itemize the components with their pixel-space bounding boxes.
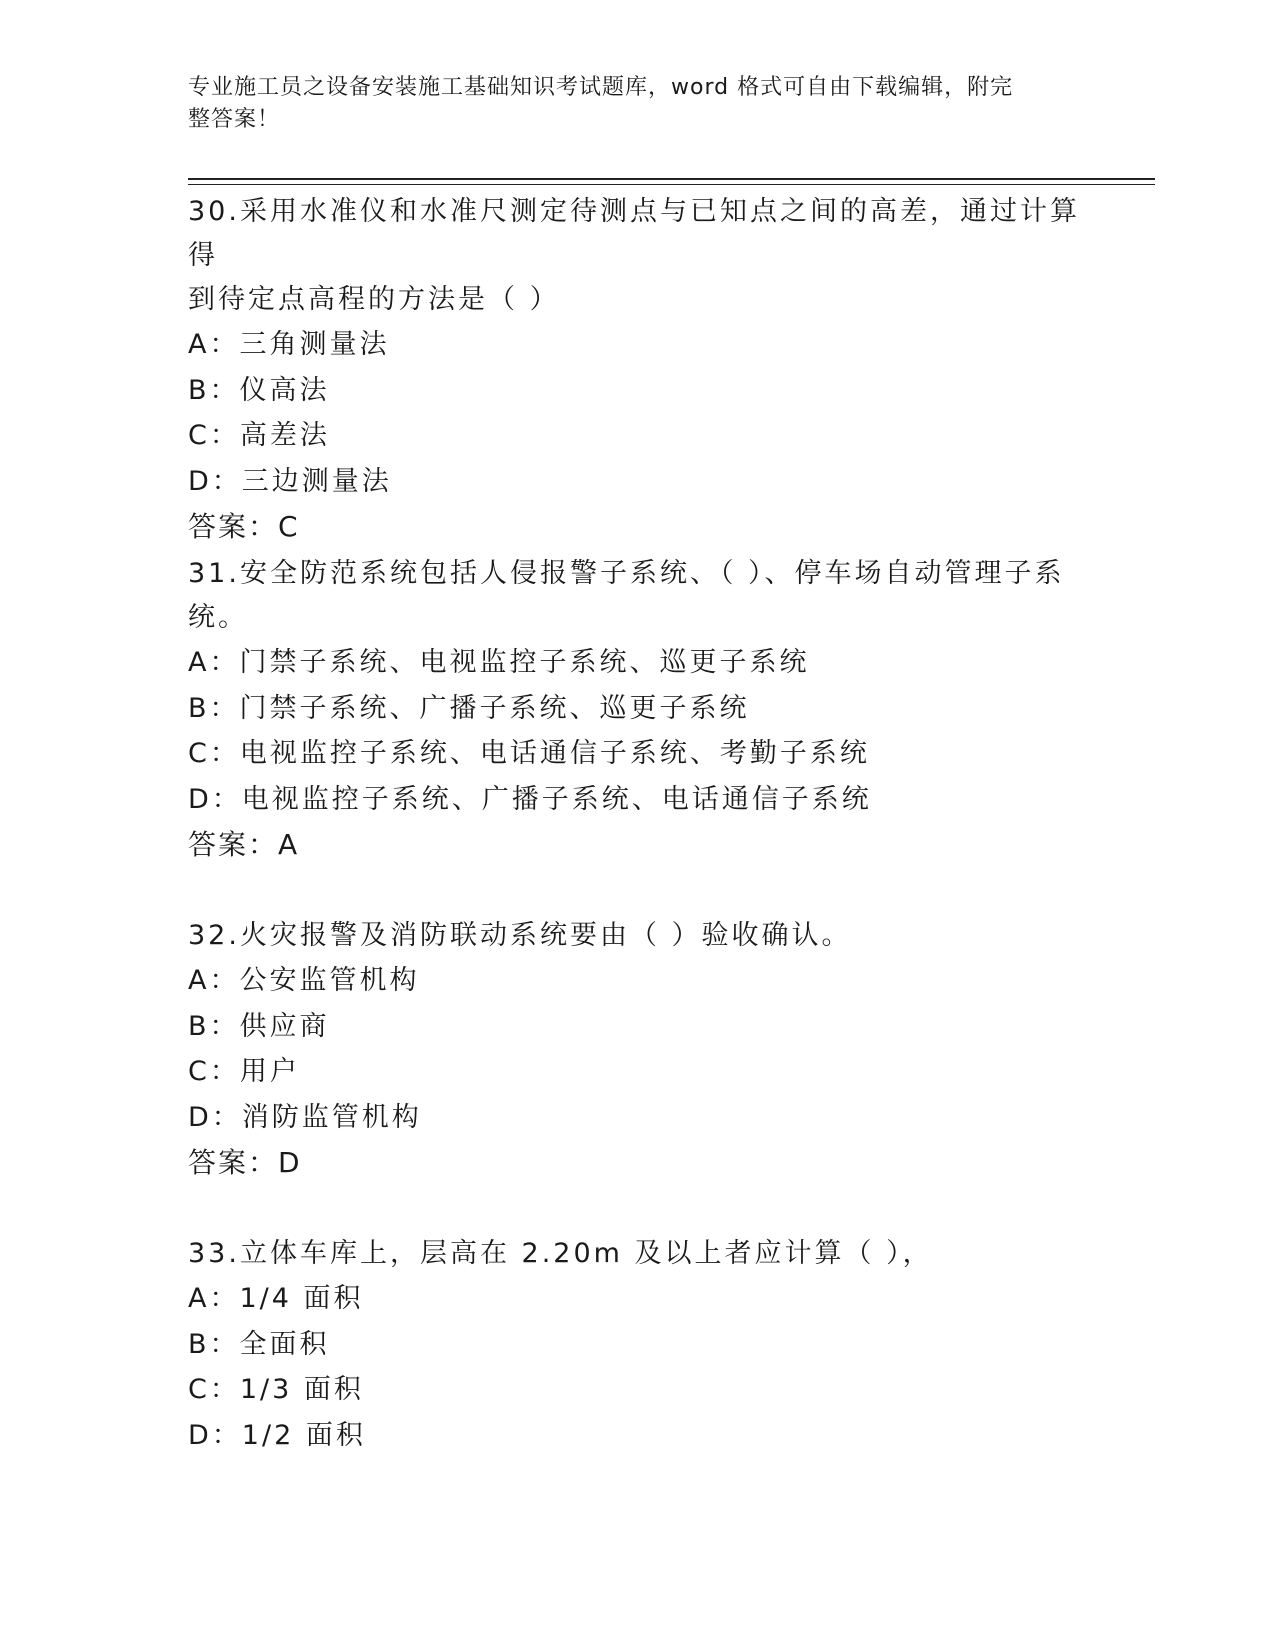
option-c: C：高差法 xyxy=(188,420,330,451)
answer-line: 答案：D xyxy=(188,1146,302,1179)
option-a: A：三角测量法 xyxy=(188,329,390,360)
question-31 xyxy=(188,552,1088,868)
option-c: C：用户 xyxy=(188,1056,300,1087)
question-32 xyxy=(188,914,1088,1186)
question-33 xyxy=(188,1232,1088,1458)
header-divider-thick xyxy=(188,178,1155,180)
option-d: D：三边测量法 xyxy=(188,465,392,497)
option-d: D：1/2 面积 xyxy=(188,1419,366,1451)
document-header xyxy=(188,72,1068,136)
option-a: A：1/4 面积 xyxy=(188,1283,364,1314)
header-line-2: 整答案！ xyxy=(188,107,281,132)
option-c: C：电视监控子系统、电话通信子系统、考勤子系统 xyxy=(188,738,870,769)
question-stem-line-1: 32.火灾报警及消防联动系统要由（ ）验收确认。 xyxy=(188,920,852,951)
question-stem-line-2: 到待定点高程的方法是（ ） xyxy=(188,284,560,315)
option-d: D：消防监管机构 xyxy=(188,1101,422,1133)
header-line-1: 专业施工员之设备安装施工基础知识考试题库，word 格式可自由下载编辑，附完 xyxy=(188,75,1014,100)
answer-line: 答案：C xyxy=(188,510,300,543)
header-divider-thin xyxy=(188,184,1155,185)
option-a: A：公安监管机构 xyxy=(188,965,420,996)
option-b: B：供应商 xyxy=(188,1010,330,1042)
question-stem-line-1: 31.安全防范系统包括人侵报警子系统、（ ）、停车场自动管理子系 xyxy=(188,558,1065,589)
option-c: C：1/3 面积 xyxy=(188,1374,364,1405)
question-stem-line-1: 33.立体车库上，层高在 2.20m 及以上者应计算（ ）， xyxy=(188,1238,933,1269)
option-b: B：全面积 xyxy=(188,1328,330,1360)
question-30 xyxy=(188,190,1088,550)
option-d: D：电视监控子系统、广播子系统、电话通信子系统 xyxy=(188,783,872,815)
option-b: B：门禁子系统、广播子系统、巡更子系统 xyxy=(188,692,750,724)
question-stem-line-1: 30.采用水准仪和水准尺测定待测点与已知点之间的高差，通过计算得 xyxy=(188,196,1080,271)
option-b: B：仪高法 xyxy=(188,374,330,406)
option-a: A：门禁子系统、电视监控子系统、巡更子系统 xyxy=(188,647,810,678)
question-stem-line-2: 统。 xyxy=(188,602,248,633)
answer-line: 答案：A xyxy=(188,828,300,861)
